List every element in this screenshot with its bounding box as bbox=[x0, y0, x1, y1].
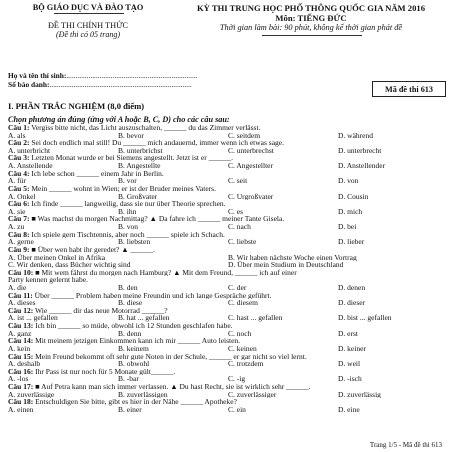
question-text: Mein Freund bekommt oft sehr gute Noten in der Schule, ______ er gar nicht so viel lernt. bbox=[33, 352, 307, 361]
answer-option: B. diese bbox=[118, 299, 143, 307]
answer-option: B. Angestellte bbox=[118, 162, 161, 170]
answer-option: A. deshalb bbox=[8, 360, 41, 368]
answer-option: D. mich bbox=[338, 207, 363, 216]
answer-option: A. Über meinen Onkel in Afrika bbox=[8, 253, 106, 262]
answer-option: C. keinen bbox=[228, 344, 257, 353]
answer-option: A. zuverlässige bbox=[8, 390, 55, 399]
candidate-id-line bbox=[8, 80, 192, 89]
candidate-name-label: Họ và tên thí sinh: bbox=[8, 71, 67, 80]
answer-option: A. einen bbox=[8, 405, 34, 414]
answer-option: C. Urgroßvater bbox=[228, 192, 274, 201]
ministry-name: BỘ GIÁO DỤC VÀ ĐÀO TẠO bbox=[32, 3, 144, 12]
question-text: Ich finde ______ langweilig, dass sie nur über Theorie sprechen. bbox=[29, 200, 226, 208]
answer-option: D. unterbrecht bbox=[338, 146, 382, 155]
question bbox=[8, 154, 448, 162]
question-text: ■ Mit wem fährst du morgen nach Hamburg? ▲ Mit dem Freund, ______ ich auf einer bbox=[33, 268, 297, 277]
answer-option: A. für bbox=[8, 177, 26, 185]
answer-options bbox=[8, 193, 448, 201]
answer-option: C. diesem bbox=[228, 299, 258, 307]
question-number: Câu 3: bbox=[8, 154, 30, 163]
answer-option: C. Angestellter bbox=[228, 162, 273, 170]
question bbox=[8, 124, 448, 132]
candidate-id-dots: ............................................................................. bbox=[49, 80, 192, 89]
answer-option: C. liebste bbox=[228, 238, 257, 246]
section-title: I. PHẦN TRẮC NGHIỆM (8,0 điểm) bbox=[8, 101, 145, 111]
question bbox=[8, 383, 448, 391]
exam-code-box: Mã đề thi 613 bbox=[372, 81, 446, 97]
answer-option: C. es bbox=[228, 207, 243, 216]
question bbox=[8, 353, 448, 361]
answer-option: A. als bbox=[8, 131, 26, 140]
answer-option: D. von bbox=[338, 177, 359, 185]
answer-options bbox=[8, 375, 448, 383]
question-text: ■ Über wen habt ihr geredet? ▲ ______. bbox=[29, 245, 155, 254]
answer-options bbox=[8, 223, 448, 231]
answer-option: A. ist ... gefallen bbox=[8, 314, 58, 323]
official-label: ĐỀ THI CHÍNH THỨC bbox=[47, 21, 129, 30]
answer-option: B. einer bbox=[118, 405, 142, 414]
answer-option: A. unterbricht bbox=[8, 146, 51, 155]
question-text: Ihr Pass ist nur noch für 5 Monate gült______. bbox=[33, 367, 176, 376]
question-number: Câu 15: bbox=[8, 352, 34, 361]
question bbox=[8, 292, 448, 300]
question-text: Entschuldigen Sie bitte, gibt es hier in der Nähe ______ Apotheke? bbox=[33, 398, 237, 406]
question-text: Ich lebe schon ______ einem Jahr in Berlin. bbox=[29, 169, 164, 178]
question-text: Ich spiele gern Tischtennis, aber noch ______ spiele ich Schach. bbox=[29, 230, 225, 239]
answer-option: D. keiner bbox=[338, 344, 366, 353]
question bbox=[8, 215, 448, 223]
answer-options bbox=[8, 299, 448, 307]
answer-option: A. kein bbox=[8, 344, 31, 353]
answer-option: B. zuverlässigen bbox=[118, 390, 168, 399]
answer-option: A. ganz bbox=[8, 329, 32, 338]
answer-option: A. gerne bbox=[8, 238, 34, 246]
question-number: Câu 5: bbox=[8, 184, 30, 193]
answer-option: B. obwohl bbox=[118, 360, 150, 368]
answer-option: D. während bbox=[338, 131, 373, 140]
answer-options bbox=[8, 177, 448, 185]
question-text: Letzten Monat wurde er bei Siemens angestellt. Jetzt ist er ______. bbox=[29, 154, 233, 163]
subject-label: Môn: TIẾNG ĐỨC bbox=[275, 13, 347, 23]
header-right-underline bbox=[262, 35, 362, 36]
time-allowed: Thời gian làm bài: 90 phút, không kể thời gian phát đề bbox=[219, 23, 403, 32]
answer-option: D. weil bbox=[338, 360, 361, 368]
instruction: Chọn phương án đúng (ứng với A hoặc B, C, D) cho các câu sau: bbox=[8, 115, 230, 124]
question-number: Câu 14: bbox=[8, 337, 34, 345]
answer-option: B. ihn bbox=[118, 207, 137, 216]
answer-options bbox=[8, 162, 448, 170]
answer-option: B. bevor bbox=[118, 131, 144, 140]
answer-option: C. hast ... gefallen bbox=[228, 314, 283, 323]
question-number: Câu 18: bbox=[8, 398, 34, 406]
answer-options bbox=[8, 254, 448, 262]
question bbox=[8, 269, 448, 277]
exam-title: KỲ THI TRUNG HỌC PHỔ THÔNG QUỐC GIA NĂM 2016 bbox=[197, 3, 425, 13]
answer-options bbox=[8, 261, 448, 269]
answer-option: D. dieser bbox=[338, 299, 366, 307]
question-text: ■ Was machst du morgen Nachmittag? ▲ Da fahre ich ______ meiner Tante Gisela. bbox=[29, 215, 285, 224]
question-text: Mit meinem jetzigen Einkommen kann ich mir ______ Auto leisten. bbox=[33, 337, 241, 345]
question-text: Ich bin ______ so müde, obwohl ich 12 Stunden geschlafen habe. bbox=[33, 322, 233, 330]
question-list bbox=[8, 124, 448, 413]
answer-option: C. Wir denken, dass Bücher wichtig sind bbox=[8, 261, 131, 269]
answer-option: C. seit bbox=[228, 177, 248, 185]
answer-option: D. Anstellender bbox=[338, 162, 386, 170]
question-text: Wie ______ dir das neue Motorrad ______? bbox=[33, 306, 168, 315]
answer-options bbox=[8, 208, 448, 216]
answer-option: B. unterbrichst bbox=[118, 146, 163, 155]
question-number: Câu 9: bbox=[8, 245, 30, 254]
answer-options bbox=[8, 330, 448, 338]
question-text: Sei doch endlich mal still! Du ______ mich andauernd, immer wenn ich etwas sage. bbox=[29, 139, 284, 147]
question-number: Câu 1: bbox=[8, 124, 30, 132]
answer-option: B. von bbox=[118, 223, 139, 231]
question-number: Câu 16: bbox=[8, 367, 34, 376]
question-number: Câu 8: bbox=[8, 230, 30, 239]
answer-option: A. zu bbox=[8, 223, 25, 231]
answer-option: C. nach bbox=[228, 223, 251, 231]
answer-option: A. Anstellende bbox=[8, 162, 53, 170]
answer-option: D. bist ... gefallen bbox=[338, 314, 392, 323]
question-number: Câu 13: bbox=[8, 322, 34, 330]
answer-option: D. -isch bbox=[338, 375, 362, 383]
answer-options bbox=[8, 238, 448, 246]
answer-option: A. sie bbox=[8, 207, 26, 216]
answer-option: C. zuverlässiger bbox=[228, 390, 277, 399]
answer-options bbox=[8, 147, 448, 155]
answer-option: A. dieses bbox=[8, 299, 36, 307]
answer-options bbox=[8, 314, 448, 322]
answer-option: B. Wir haben nächste Woche einen Vortrag bbox=[228, 253, 357, 262]
answer-option: D. lieber bbox=[338, 238, 365, 246]
question bbox=[8, 322, 448, 330]
question-text: Über ______ Problem haben meine Freundin und ich lange Gespräche geführt. bbox=[32, 291, 272, 300]
question-number: Câu 10: bbox=[8, 268, 34, 277]
answer-option: B. Großvater bbox=[118, 192, 158, 201]
answer-options bbox=[8, 284, 448, 292]
answer-option: D. erst bbox=[338, 329, 358, 338]
answer-option: C. trotzdem bbox=[228, 360, 264, 368]
candidate-id-label: Số báo danh: bbox=[8, 80, 50, 89]
question-text-continued: Party kennen gelernt habe. bbox=[8, 276, 88, 284]
answer-option: C. unterbrechst bbox=[228, 146, 274, 155]
answer-option: D. Cousin bbox=[338, 192, 369, 201]
answer-option: A. -los bbox=[8, 375, 29, 383]
answer-option: D. Über mein Studium in Deutschland bbox=[228, 261, 344, 269]
answer-options bbox=[8, 391, 448, 399]
question bbox=[8, 398, 448, 406]
question-number: Câu 2: bbox=[8, 139, 30, 147]
answer-option: B. liebsten bbox=[118, 238, 151, 246]
answer-option: D. denen bbox=[338, 283, 366, 292]
question bbox=[8, 139, 448, 147]
answer-option: C. der bbox=[228, 283, 247, 292]
answer-option: B. vor bbox=[118, 177, 137, 185]
answer-options bbox=[8, 406, 448, 414]
question-number: Câu 7: bbox=[8, 215, 30, 224]
question bbox=[8, 246, 448, 254]
answer-option: B. denn bbox=[118, 329, 142, 338]
question-number: Câu 11: bbox=[8, 291, 33, 300]
header-left-underline bbox=[54, 13, 124, 14]
question bbox=[8, 337, 448, 345]
answer-option: D. zuverlässig bbox=[338, 390, 381, 399]
question-number: Câu 4: bbox=[8, 169, 30, 178]
answer-options bbox=[8, 132, 448, 140]
answer-options bbox=[8, 345, 448, 353]
answer-option: D. bei bbox=[338, 223, 357, 231]
question bbox=[8, 200, 448, 208]
answer-options bbox=[8, 360, 448, 368]
answer-option: B. den bbox=[118, 283, 138, 292]
answer-option: C. ein bbox=[228, 405, 246, 414]
answer-option: C. -ig bbox=[228, 375, 246, 383]
candidate-name-line bbox=[8, 71, 198, 80]
answer-option: D. eine bbox=[338, 405, 360, 414]
question-text: ■ Auf Petra kann man sich immer verlassen. ▲ Du hast Recht, sie ist wirklich sehr ______. bbox=[33, 382, 311, 391]
candidate-name-dots: ....................................................................... bbox=[66, 71, 198, 80]
question bbox=[8, 170, 448, 178]
page-count-note: (Đề thi có 05 trang) bbox=[56, 30, 120, 39]
question bbox=[8, 185, 448, 193]
answer-option: A. die bbox=[8, 283, 27, 292]
question-text: Vergiss bitte nicht, das Licht auszuschalten, ______ du das Zimmer verlässt. bbox=[29, 124, 261, 132]
answer-option: C. seitdem bbox=[228, 131, 261, 140]
question bbox=[8, 307, 448, 315]
answer-option: A. Onkel bbox=[8, 192, 36, 201]
question bbox=[8, 231, 448, 239]
header-right bbox=[170, 3, 452, 33]
header-left bbox=[8, 3, 168, 39]
answer-option: B. -bar bbox=[118, 375, 139, 383]
page-footer: Trang 1/5 - Mã đề thi 613 bbox=[369, 441, 442, 449]
answer-option: B. hat ... gefallen bbox=[118, 314, 170, 323]
question bbox=[8, 368, 448, 376]
question-number: Câu 12: bbox=[8, 306, 34, 315]
answer-option: C. noch bbox=[228, 329, 252, 338]
question-number: Câu 6: bbox=[8, 200, 30, 208]
answer-option: B. keinem bbox=[118, 344, 149, 353]
question-text: Mein ______ wohnt in Wien; er ist der Bruder meines Vaters. bbox=[29, 184, 216, 193]
question-number: Câu 17: bbox=[8, 382, 34, 391]
